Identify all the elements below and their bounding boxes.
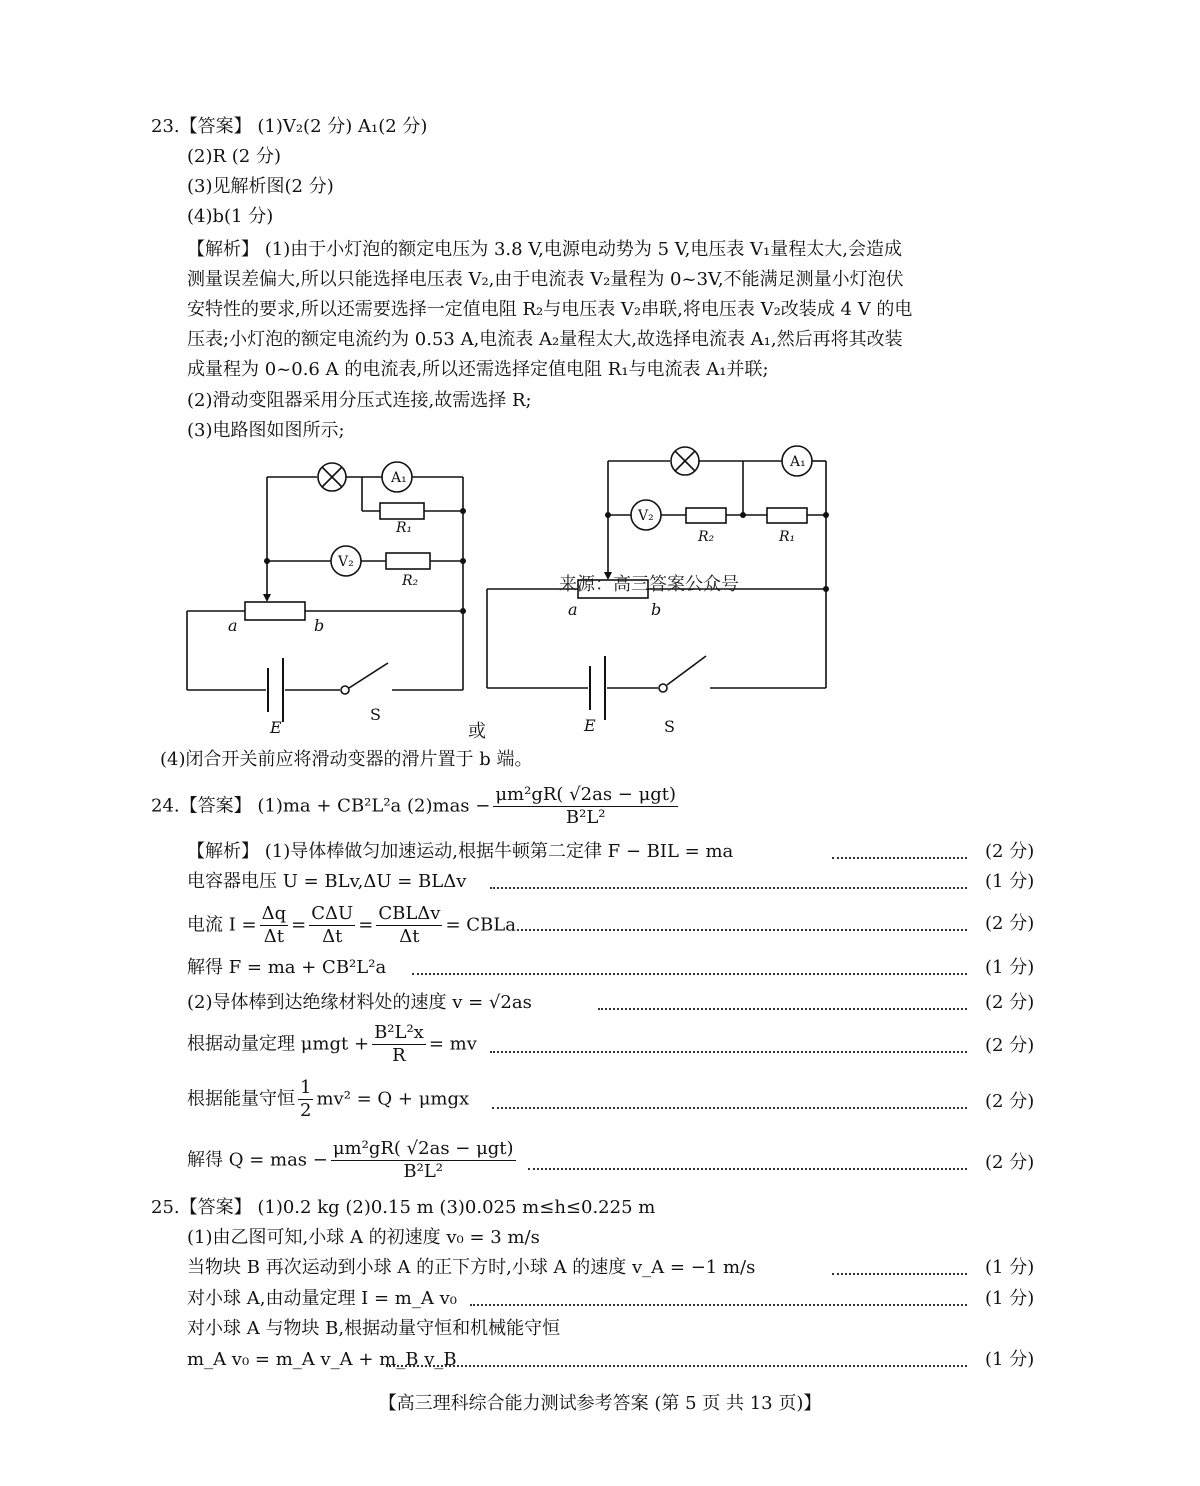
score: (2 分) — [985, 1035, 1035, 1056]
q25-line: 对小球 A 与物块 B,根据动量守恒和机械能守恒 — [187, 1318, 561, 1339]
fraction-numerator: B²L²x — [374, 1022, 424, 1043]
label-s: S — [664, 717, 675, 736]
label-r2: R₂ — [698, 529, 715, 545]
fraction-numerator: μm²gR( √2as − μgt) — [332, 1138, 514, 1159]
q24-current: 电流 I = $\frac{\Delta q}{\Delta t}$ = $\frac{\text{CΔU}}{\Delta t}$ = $\frac{\text{CBLΔv}}{\Delta t}$ = CBLa — [187, 903, 516, 947]
right-labels — [568, 454, 806, 736]
dot-leader — [490, 1051, 967, 1053]
momentum-suffix: = mv — [428, 1033, 477, 1055]
dot-leader — [512, 929, 967, 931]
dot-leader — [598, 1008, 967, 1010]
fraction — [309, 903, 355, 948]
watermark-text: 来源：高三答案公众号 — [559, 574, 739, 595]
label-v2: V₂ — [638, 508, 654, 524]
label-b: b — [651, 600, 662, 619]
q24-result — [187, 1138, 519, 1183]
dot-leader — [470, 1304, 967, 1306]
label-a1: A₁ — [391, 470, 407, 486]
fraction — [331, 1138, 516, 1183]
q23-answer: 23.【答案】 (1)V₂(2 分) A₁(2 分) — [151, 116, 428, 137]
score: (2 分) — [985, 992, 1035, 1013]
q23-after-figure: (4)闭合开关前应将滑动变器的滑片置于 b 端。 — [160, 749, 533, 770]
q25-line: 对小球 A,由动量定理 I = m_A v₀ — [187, 1288, 457, 1309]
label-r1: R₁ — [779, 529, 796, 545]
fraction-denominator: B²L² — [565, 807, 606, 828]
or-label: 或 — [468, 721, 486, 742]
fraction-denominator: Δt — [322, 926, 343, 947]
q23-analysis-line: (3)电路图如图所示; — [187, 420, 345, 441]
fraction-denominator: 2 — [300, 1100, 312, 1121]
q23-analysis-line: 【解析】 (1)由于小灯泡的额定电压为 3.8 V,电源电动势为 5 V,电压表 V₁量程太大,会造成 — [187, 239, 902, 260]
q25-line: 当物块 B 再次运动到小球 A 的正下方时,小球 A 的速度 v_A = −1 m/s — [187, 1257, 756, 1278]
fraction-denominator: B²L² — [403, 1161, 444, 1182]
fraction — [260, 903, 289, 948]
label-a1: A₁ — [790, 454, 806, 470]
q23-analysis-line: 压表;小灯泡的额定电流约为 0.53 A,电流表 A₂量程太大,故选择电流表 A₁,然后再将其改装 — [187, 329, 903, 350]
label-s: S — [370, 705, 381, 724]
q24-line: 【解析】 (1)导体棒做匀加速运动,根据牛顿第二定律 F − BIL = ma — [187, 841, 734, 862]
dot-leader — [386, 1365, 967, 1367]
fraction-numerator: CΔU — [311, 903, 354, 924]
fraction-numerator: CBLΔv — [378, 903, 441, 924]
energy-suffix: mv² = Q + μmgx — [316, 1088, 470, 1110]
fraction-denominator: Δt — [399, 926, 420, 947]
label-r1: R₁ — [396, 520, 413, 536]
score: (2 分) — [985, 1152, 1035, 1173]
fraction — [372, 1022, 426, 1067]
current-prefix: 电流 I = — [187, 914, 257, 936]
score: (2 分) — [985, 913, 1035, 934]
q24-answer-prefix: 24.【答案】 (1)ma + CB²L²a (2)mas − — [151, 795, 491, 817]
resistor-r1 — [380, 503, 424, 519]
q25-line: m_A v₀ = m_A v_A + m_B v_B — [187, 1349, 457, 1370]
fraction-numerator: 1 — [300, 1077, 312, 1098]
q23-answer-2: (2)R (2 分) — [187, 146, 281, 167]
circuit-figure — [0, 440, 1200, 745]
dot-leader — [490, 887, 967, 889]
dot-leader — [832, 857, 967, 859]
label-v2: V₂ — [338, 554, 354, 570]
q25-answer: 25.【答案】 (1)0.2 kg (2)0.15 m (3)0.025 m≤h≤0.225 m — [151, 1197, 656, 1218]
score: (1 分) — [985, 1288, 1035, 1309]
page-footer: 【高三理科综合能力测试参考答案 (第 5 页 共 13 页)】 — [378, 1393, 822, 1414]
energy-prefix: 根据能量守恒 — [187, 1088, 295, 1110]
label-a: a — [568, 600, 578, 619]
score: (1 分) — [985, 1349, 1035, 1370]
left-labels — [228, 470, 419, 737]
label-b: b — [314, 616, 325, 635]
score: (1 分) — [985, 871, 1035, 892]
score: (2 分) — [985, 841, 1035, 862]
score: (2 分) — [985, 1091, 1035, 1112]
current-suffix: = CBLa — [445, 914, 516, 936]
q24-line: (2)导体棒到达绝缘材料处的速度 v = √2as — [187, 992, 532, 1013]
fraction — [376, 903, 442, 948]
rheostat — [245, 602, 305, 620]
q25-line: (1)由乙图可知,小球 A 的初速度 v₀ = 3 m/s — [187, 1227, 540, 1248]
label-e: E — [270, 718, 282, 737]
momentum-prefix: 根据动量定理 μmgt + — [187, 1033, 370, 1055]
dot-leader — [528, 1168, 967, 1170]
fraction-numerator: Δq — [261, 903, 287, 924]
q24-line: 电容器电压 U = BLv,ΔU = BLΔv — [187, 871, 467, 892]
switch-pivot — [659, 684, 667, 692]
q24-answer — [151, 784, 681, 829]
resistor-r2 — [386, 553, 430, 569]
q23-analysis-line: (2)滑动变阻器采用分压式连接,故需选择 R; — [187, 390, 532, 411]
q24-momentum — [187, 1022, 477, 1067]
result-prefix: 解得 Q = mas − — [187, 1149, 328, 1171]
score: (1 分) — [985, 957, 1035, 978]
fraction — [298, 1077, 313, 1122]
fraction-numerator: μm²gR( √2as − μgt) — [495, 784, 677, 805]
switch-pivot — [341, 686, 349, 694]
resistor-r1 — [767, 508, 807, 523]
label-r2: R₂ — [402, 573, 419, 589]
q23-analysis-line: 测量误差偏大,所以只能选择电压表 V₂,由于电流表 V₂量程为 0~3V,不能满足测量小灯泡伏 — [187, 269, 904, 290]
q23-analysis-line: 安特性的要求,所以还需要选择一定值电阻 R₂与电压表 V₂串联,将电压表 V₂改装成 4 V 的电 — [187, 299, 913, 320]
label-e: E — [584, 716, 596, 735]
left-circuit — [187, 462, 463, 722]
resistor-r2 — [686, 508, 726, 523]
q23-answer-3: (3)见解析图(2 分) — [187, 176, 334, 197]
score: (1 分) — [985, 1257, 1035, 1278]
fraction-denominator: Δt — [263, 926, 285, 947]
dot-leader — [412, 973, 967, 975]
q23-analysis-line: 成量程为 0~0.6 A 的电流表,所以还需选择定值电阻 R₁与电流表 A₁并联; — [187, 359, 769, 380]
q24-answer-fraction — [493, 784, 678, 829]
fraction-denominator: R — [392, 1045, 406, 1066]
dot-leader — [832, 1273, 967, 1275]
q24-line: 解得 F = ma + CB²L²a — [187, 957, 387, 978]
q23-answer-4: (4)b(1 分) — [187, 206, 274, 227]
q24-energy — [187, 1077, 469, 1122]
dot-leader — [492, 1107, 967, 1109]
label-a: a — [228, 616, 238, 635]
